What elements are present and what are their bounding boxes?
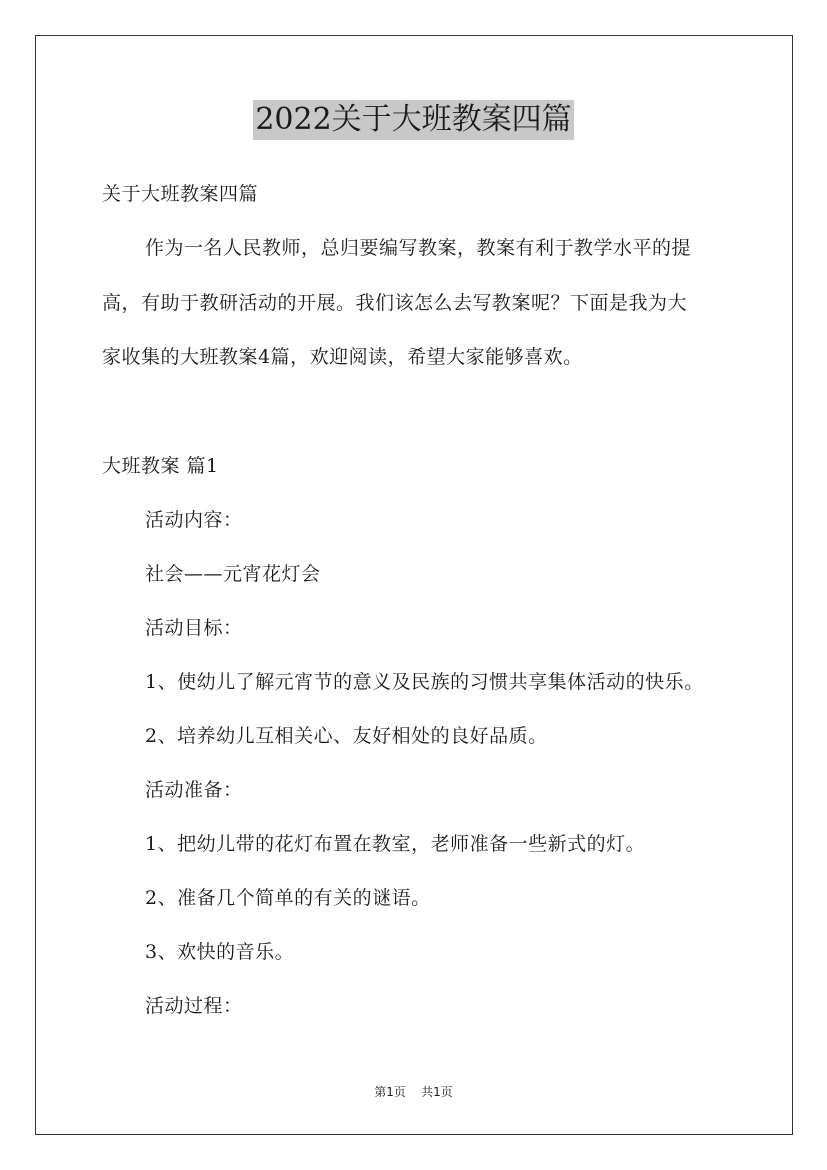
- page-total: 共1页: [421, 1085, 453, 1099]
- body-line: 1、把幼儿带的花灯布置在教室，老师准备一些新式的灯。: [145, 833, 646, 855]
- intro-line-1: 作为一名人民教师，总归要编写教案，教案有利于教学水平的提: [145, 237, 692, 259]
- body-line: 活动准备：: [145, 779, 243, 801]
- section-heading: 大班教案 篇1: [102, 455, 219, 477]
- body-line: 2、准备几个简单的有关的谜语。: [145, 887, 431, 909]
- body-line: 2、培养幼儿互相关心、友好相处的良好品质。: [145, 725, 548, 747]
- body-line: 活动过程：: [145, 995, 243, 1017]
- document-title: [0, 100, 827, 140]
- document-title-text: 2022关于大班教案四篇: [253, 100, 573, 140]
- page-footer: [0, 1084, 827, 1100]
- body-line: 活动目标：: [145, 617, 243, 639]
- page-number: 第1页: [374, 1085, 406, 1099]
- intro-line-3: 家收集的大班教案4篇，欢迎阅读，希望大家能够喜欢。: [102, 346, 583, 368]
- body-line: 1、使幼儿了解元宵节的意义及民族的习惯共享集体活动的快乐。: [145, 671, 704, 693]
- body-line: 活动内容：: [145, 509, 243, 531]
- body-line: 社会——元宵花灯会: [145, 563, 321, 585]
- intro-line-2: 高，有助于教研活动的开展。我们该怎么去写教案呢？下面是我为大: [102, 292, 688, 314]
- body-line: 3、欢快的音乐。: [145, 941, 295, 963]
- document-subtitle: 关于大班教案四篇: [102, 183, 259, 205]
